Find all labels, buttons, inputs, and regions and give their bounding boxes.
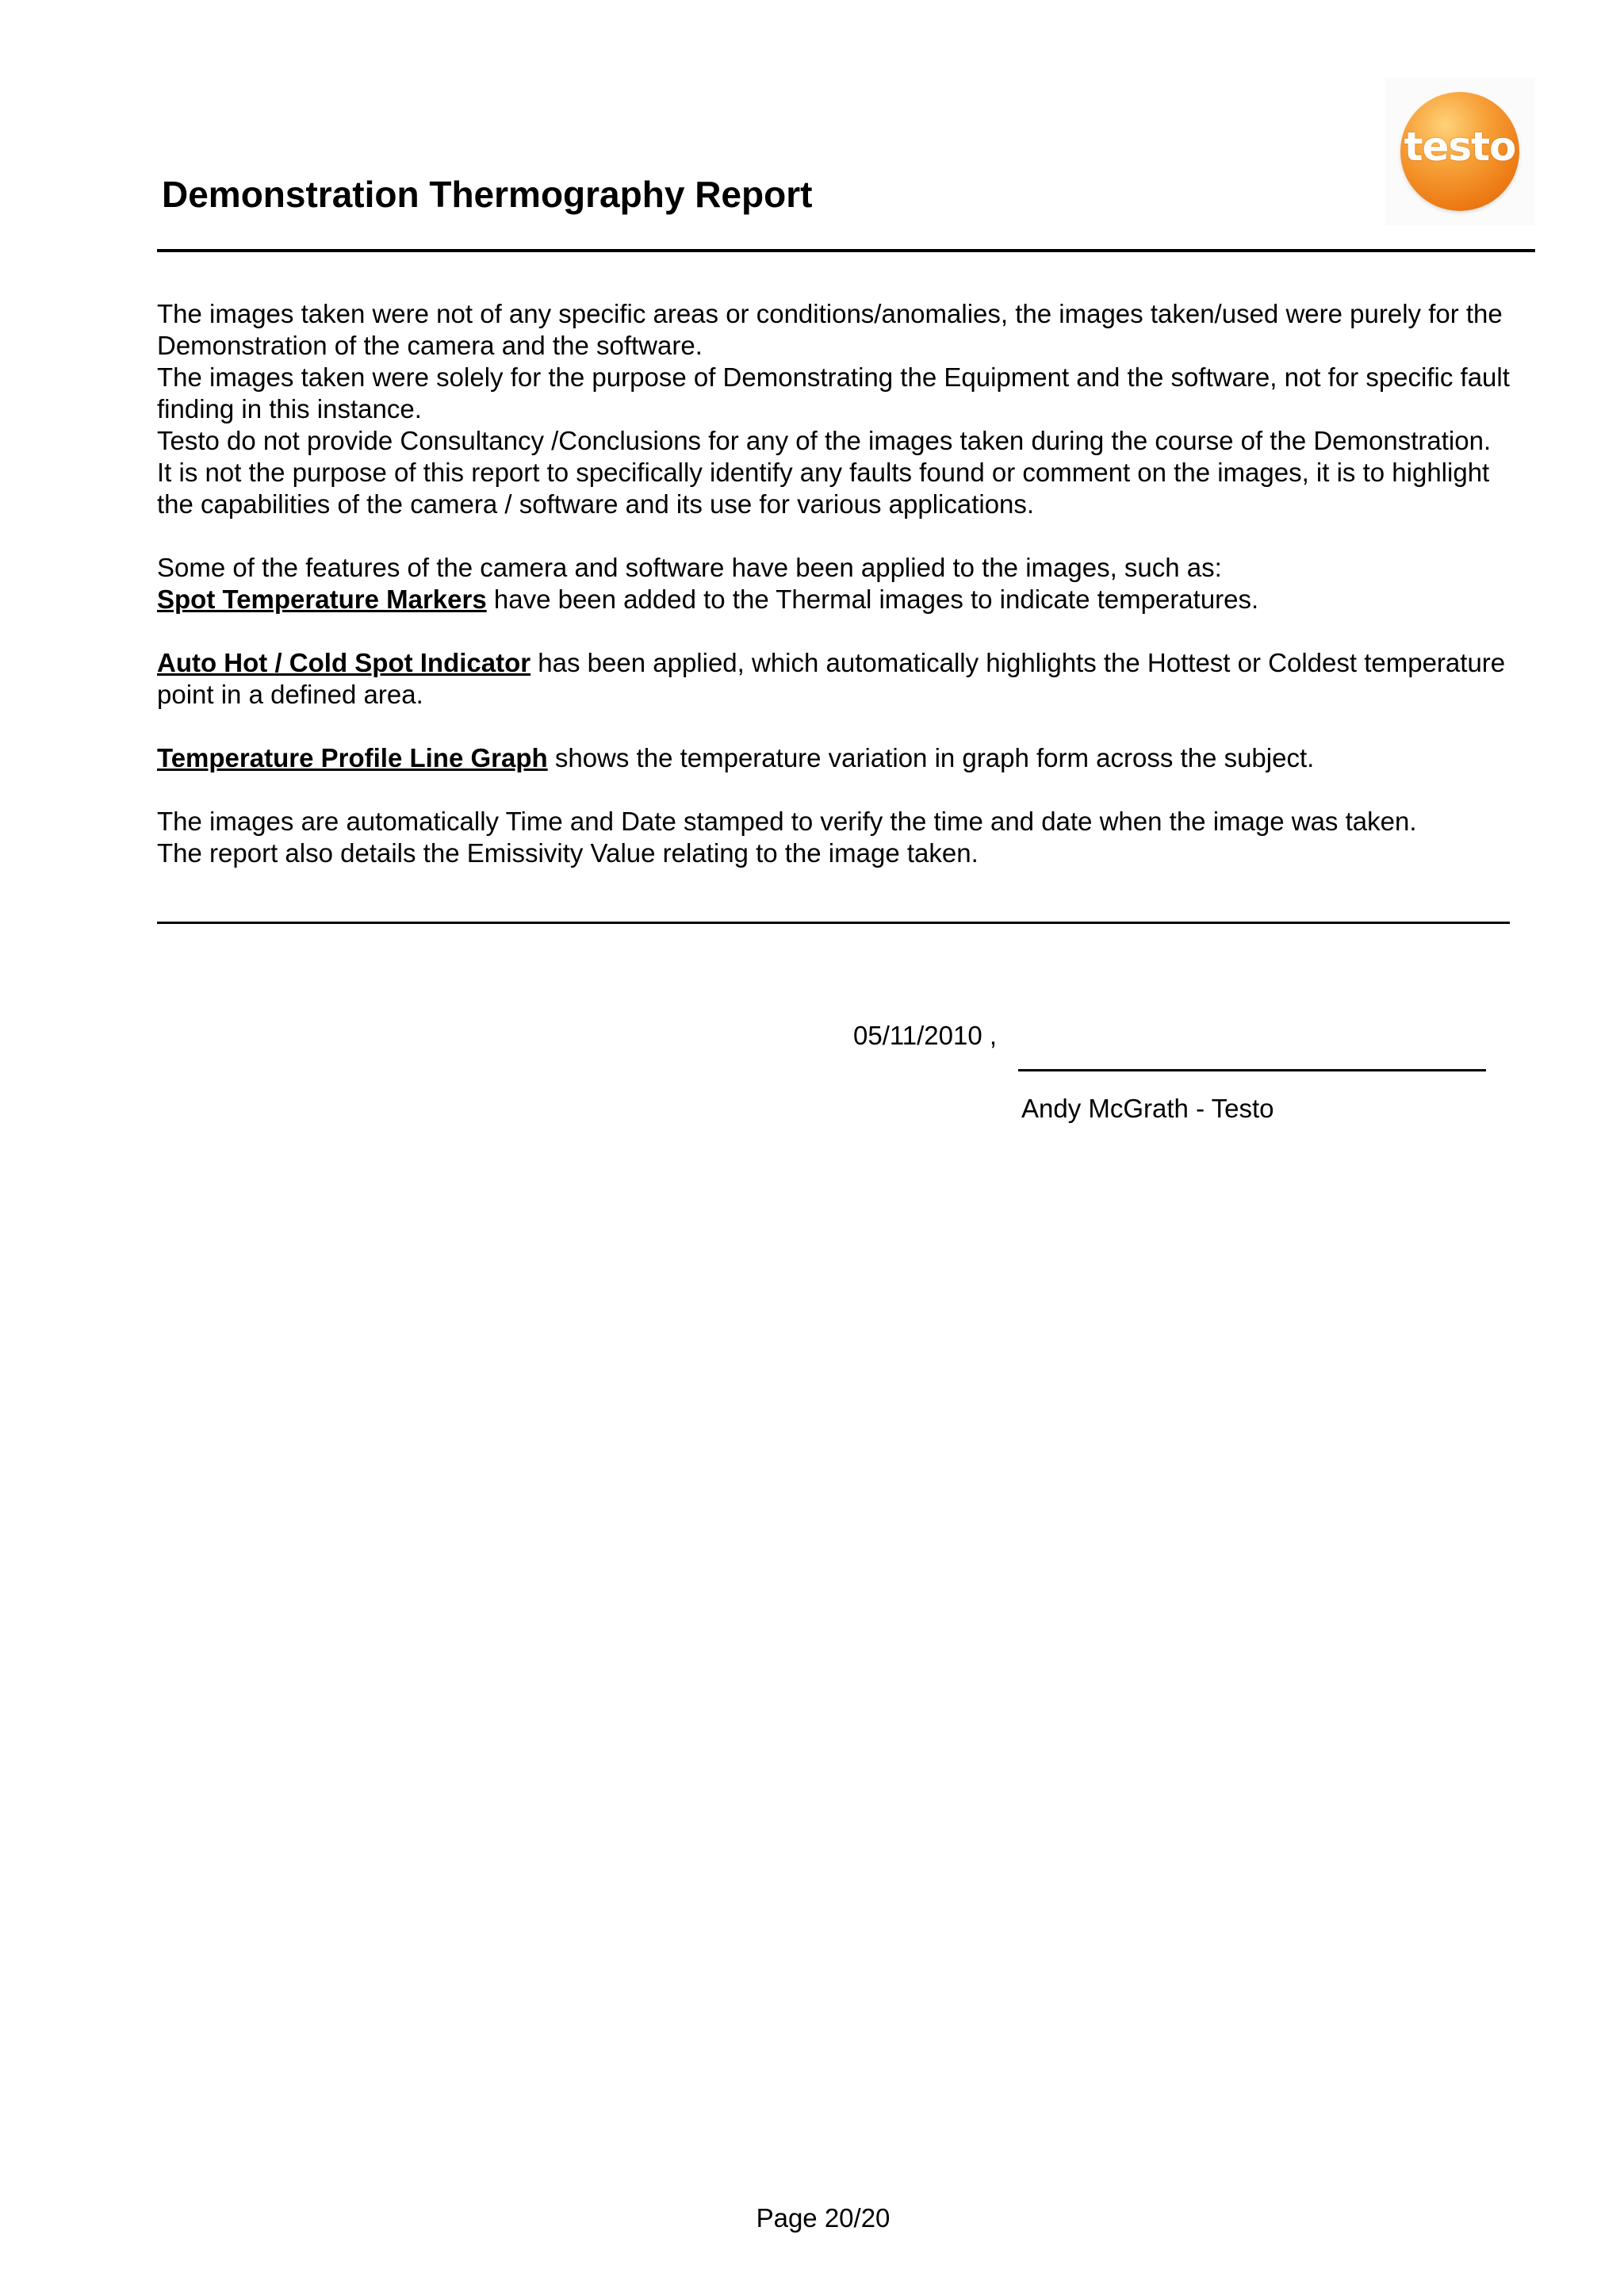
closing-paragraph-2: The report also details the Emissivity Value relating to the image taken. (157, 838, 979, 868)
spacer (157, 774, 1521, 806)
feature-term: Auto Hot / Cold Spot Indicator (157, 648, 531, 677)
intro-paragraph-1: The images taken were not of any specific areas or conditions/anomalies, the images taken/used were purely for the Demonstration of the camera and the software. (157, 299, 1503, 360)
spacer (157, 615, 1521, 647)
feature-item (157, 742, 1521, 774)
signature-date: 05/11/2010 , (853, 1021, 998, 1050)
spacer (157, 520, 1521, 552)
logo-text: testo (1404, 124, 1516, 170)
feature-term: Temperature Profile Line Graph (157, 743, 548, 772)
body-divider (157, 922, 1510, 924)
signature-line (1018, 1069, 1486, 1071)
spacer (157, 711, 1521, 742)
page-number: Page 20/20 (756, 2203, 891, 2233)
page-title: Demonstration Thermography Report (162, 174, 813, 215)
feature-item (157, 584, 1521, 615)
intro-paragraph-2: The images taken were solely for the purpose of Demonstrating the Equipment and the software, not for specific fault finding in this instance. (157, 362, 1510, 424)
intro-paragraph-3: Testo do not provide Consultancy /Conclusions for any of the images taken during the course of the Demonstration. (157, 426, 1492, 455)
feature-term: Spot Temperature Markers (157, 585, 487, 614)
feature-text: have been added to the Thermal images to indicate temperatures. (486, 585, 1259, 614)
feature-text: has been applied, which automatically highlights the Hottest or Coldest temperature point in a defined area. (157, 648, 1506, 709)
testo-logo (1385, 78, 1535, 225)
feature-item (157, 647, 1521, 711)
intro-paragraph-4: It is not the purpose of this report to specifically identify any faults found or comment on the images, it is to highlight the capabilities of the camera / software and its use for various applications. (157, 458, 1490, 519)
features-lead: Some of the features of the camera and software have been applied to the images, such as: (157, 553, 1222, 582)
testo-logo-icon (1400, 92, 1519, 211)
closing-paragraph-1: The images are automatically Time and Date stamped to verify the time and date when the image was taken. (157, 807, 1417, 836)
header-divider (157, 249, 1535, 252)
signer-name: Andy McGrath - Testo (1021, 1094, 1274, 1123)
report-body (157, 298, 1521, 869)
feature-text: shows the temperature variation in graph form across the subject. (547, 743, 1315, 772)
